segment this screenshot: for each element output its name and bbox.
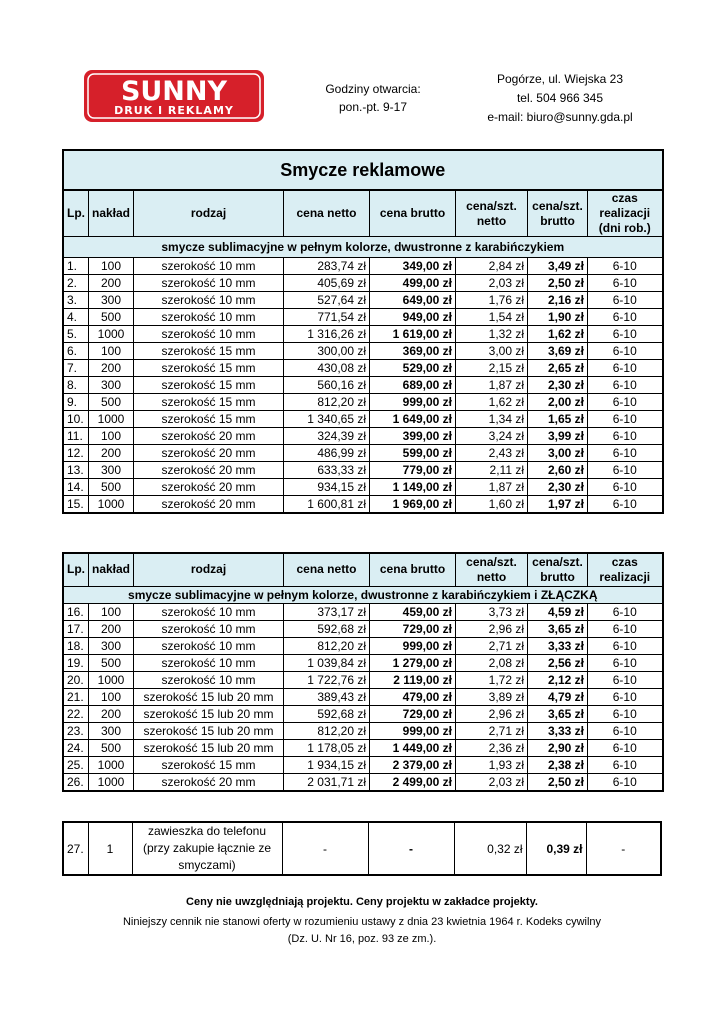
price-table-3 [62,821,662,876]
cell-lp: 1. [63,258,89,275]
cell-cena-brutto: 999,00 zł [370,722,456,739]
cell-naklad: 500 [89,309,134,326]
table-row [63,637,663,654]
cell-lp: 7. [63,360,89,377]
cell-czas: 6-10 [588,496,663,514]
cell-czas: 6-10 [588,739,663,756]
cell-rodzaj: szerokość 20 mm [134,462,284,479]
rodzaj-line: smyczami) [178,858,236,872]
table-row [63,479,663,496]
cell-rodzaj: szerokość 15 lub 20 mm [134,705,284,722]
cell-rodzaj: szerokość 15 mm [134,394,284,411]
cell-rodzaj: szerokość 20 mm [134,428,284,445]
cell-czas: 6-10 [588,773,663,791]
cell-szt-netto: 2,84 zł [456,258,528,275]
cell-cena-netto: 300,00 zł [284,343,370,360]
cell-naklad: 200 [89,620,134,637]
cell-szt-brutto: 2,60 zł [528,462,588,479]
cell-cena-brutto: 349,00 zł [370,258,456,275]
cell-naklad: 1000 [89,411,134,428]
logo-title: SUNNY [120,76,228,107]
cell-cena-netto: 1 039,84 zł [284,654,370,671]
cell-czas: 6-10 [588,428,663,445]
cell-szt-brutto: 2,12 zł [528,671,588,688]
cell-naklad: 100 [89,688,134,705]
cell-rodzaj: szerokość 15 mm [134,377,284,394]
cell-cena-brutto: 499,00 zł [370,275,456,292]
cell-naklad: 500 [89,739,134,756]
col-naklad: nakład [89,190,134,237]
cell-szt-netto: 1,32 zł [456,326,528,343]
cell-rodzaj: szerokość 10 mm [134,671,284,688]
cell-cena-brutto: 689,00 zł [370,377,456,394]
table-row [63,309,663,326]
cell-szt-brutto: 2,65 zł [528,360,588,377]
cell-rodzaj: szerokość 15 lub 20 mm [134,688,284,705]
cell-czas: 6-10 [588,462,663,479]
cell-szt-netto: 2,43 zł [456,445,528,462]
cell-rodzaj: szerokość 15 lub 20 mm [134,722,284,739]
cell-rodzaj: szerokość 20 mm [134,445,284,462]
rodzaj-line: zawieszka do telefonu [147,824,267,838]
cell-szt-netto: 1,93 zł [456,756,528,773]
cell-cena-netto: 1 316,26 zł [284,326,370,343]
col-cena-brutto: cena brutto [370,553,456,586]
table-row [63,722,663,739]
cell-naklad: 100 [89,603,134,620]
email: e-mail: biuro@sunny.gda.pl [487,110,633,124]
cell-rodzaj: szerokość 10 mm [134,620,284,637]
cell-lp: 26. [63,773,89,791]
cell-cena-netto: 283,74 zł [284,258,370,275]
cell-szt-brutto: 2,30 zł [528,479,588,496]
cell-cena-brutto: 729,00 zł [370,705,456,722]
table-body [63,603,663,791]
cell-naklad: 200 [89,705,134,722]
cell-szt-brutto: 2,50 zł [528,773,588,791]
cell-naklad: 500 [89,394,134,411]
cell-cena-brutto: 1 969,00 zł [370,496,456,514]
cell-cena-netto: 324,39 zł [284,428,370,445]
cell-lp: 23. [63,722,89,739]
cell-rodzaj: szerokość 15 mm [134,360,284,377]
section-title: smycze sublimacyjne w pełnym kolorze, dwustronne z karabińczykiem i ZŁĄCZKĄ [63,586,663,603]
col-czas: czas realizacji (dni rob.) [588,190,663,237]
cell-czas: 6-10 [588,343,663,360]
col-cena-brutto: cena brutto [370,190,456,237]
cell-cena-brutto: 599,00 zł [370,445,456,462]
col-rodzaj: rodzaj [134,553,284,586]
cell-czas: 6-10 [588,360,663,377]
table-header-row [63,553,663,586]
col-lp: Lp. [63,190,89,237]
cell-szt-netto: 2,11 zł [456,462,528,479]
cell-rodzaj: szerokość 10 mm [134,326,284,343]
table-row [63,671,663,688]
cell-lp: 18. [63,637,89,654]
cell-lp: 8. [63,377,89,394]
opening-hours [300,80,446,116]
cell-szt-brutto: 3,33 zł [528,722,588,739]
cell-cena-brutto: - [368,822,454,875]
cell-naklad: 500 [89,479,134,496]
table-row [63,756,663,773]
cell-lp: 19. [63,654,89,671]
cell-rodzaj: szerokość 10 mm [134,292,284,309]
table-row [63,360,663,377]
cell-czas: 6-10 [588,445,663,462]
cell-cena-netto: 934,15 zł [284,479,370,496]
cell-szt-netto: 2,96 zł [456,705,528,722]
cell-szt-netto: 3,24 zł [456,428,528,445]
table-row [63,603,663,620]
cell-czas: - [586,822,661,875]
cell-rodzaj: szerokość 15 mm [134,343,284,360]
cell-czas: 6-10 [588,603,663,620]
cell-szt-brutto: 1,62 zł [528,326,588,343]
cell-szt-netto: 2,15 zł [456,360,528,377]
table-row [63,428,663,445]
cell-lp: 14. [63,479,89,496]
cell-szt-brutto: 3,69 zł [528,343,588,360]
cell-cena-netto: 560,16 zł [284,377,370,394]
table-row [63,377,663,394]
cell-szt-brutto: 2,16 zł [528,292,588,309]
cell-cena-brutto: 779,00 zł [370,462,456,479]
cell-szt-brutto: 1,65 zł [528,411,588,428]
cell-naklad: 500 [89,654,134,671]
cell-czas: 6-10 [588,620,663,637]
cell-czas: 6-10 [588,637,663,654]
table-row [63,654,663,671]
cell-naklad: 1000 [89,496,134,514]
cell-rodzaj: szerokość 10 mm [134,637,284,654]
cell-naklad: 200 [89,360,134,377]
cell-cena-netto: 812,20 zł [284,722,370,739]
cell-naklad: 300 [89,637,134,654]
cell-cena-netto: 633,33 zł [284,462,370,479]
cell-szt-brutto: 3,65 zł [528,705,588,722]
cell-szt-brutto: 2,90 zł [528,739,588,756]
cell-szt-brutto: 3,33 zł [528,637,588,654]
col-szt-brutto: cena/szt. brutto [528,553,588,586]
legal-note-2: (Dz. U. Nr 16, poz. 93 ze zm.). [287,933,437,945]
table-row [63,411,663,428]
table-row [63,445,663,462]
cell-cena-brutto: 2 379,00 zł [370,756,456,773]
cell-czas: 6-10 [588,705,663,722]
price-table-2 [62,552,664,792]
cell-naklad: 1000 [89,326,134,343]
cell-cena-netto: 1 340,65 zł [284,411,370,428]
cell-czas: 6-10 [588,654,663,671]
cell-lp: 4. [63,309,89,326]
cell-szt-netto: 2,03 zł [456,275,528,292]
cell-cena-brutto: 369,00 zł [370,343,456,360]
cell-naklad: 100 [89,343,134,360]
cell-lp: 9. [63,394,89,411]
cell-cena-netto: 389,43 zł [284,688,370,705]
cell-naklad: 300 [89,722,134,739]
cell-szt-brutto: 2,50 zł [528,275,588,292]
cell-naklad: 1000 [89,756,134,773]
table-row [63,275,663,292]
table-header-row [63,190,663,237]
cell-cena-netto: 405,69 zł [284,275,370,292]
cell-szt-brutto: 0,39 zł [526,822,586,875]
cell-szt-brutto: 2,00 zł [528,394,588,411]
cell-naklad: 200 [89,445,134,462]
col-cena-netto: cena netto [284,190,370,237]
cell-naklad: 1000 [89,773,134,791]
cell-cena-brutto: 729,00 zł [370,620,456,637]
cell-czas: 6-10 [588,479,663,496]
cell-cena-brutto: 2 119,00 zł [370,671,456,688]
col-czas: czas realizacji [588,553,663,586]
hours-label: Godziny otwarcia: [325,82,421,96]
cell-naklad: 100 [89,258,134,275]
cell-szt-netto: 3,73 zł [456,603,528,620]
cell-cena-brutto: 999,00 zł [370,394,456,411]
section-title: smycze sublimacyjne w pełnym kolorze, dwustronne z karabińczykiem [63,237,663,258]
table-row [63,496,663,514]
cell-rodzaj: szerokość 20 mm [134,479,284,496]
cell-czas: 6-10 [588,756,663,773]
col-lp: Lp. [63,553,89,586]
table-row [63,705,663,722]
table-row [63,620,663,637]
table-row [63,292,663,309]
cell-cena-netto: 430,08 zł [284,360,370,377]
cell-lp: 13. [63,462,89,479]
cell-rodzaj: szerokość 20 mm [134,773,284,791]
cell-szt-netto: 1,54 zł [456,309,528,326]
sunny-logo [84,70,264,122]
cell-lp: 21. [63,688,89,705]
cell-lp: 16. [63,603,89,620]
cell-lp: 11. [63,428,89,445]
cell-rodzaj: szerokość 10 mm [134,275,284,292]
cell-szt-brutto: 2,38 zł [528,756,588,773]
cell-szt-netto: 2,03 zł [456,773,528,791]
phone: tel. 504 966 345 [516,91,604,105]
cell-naklad: 300 [89,377,134,394]
table-row [63,343,663,360]
cell-naklad: 300 [89,462,134,479]
cell-cena-brutto: 649,00 zł [370,292,456,309]
table-row [63,394,663,411]
cell-cena-brutto: 529,00 zł [370,360,456,377]
cell-szt-netto: 2,08 zł [456,654,528,671]
cell-szt-netto: 2,71 zł [456,637,528,654]
cell-szt-brutto: 3,99 zł [528,428,588,445]
cell-lp: 17. [63,620,89,637]
cell-rodzaj: szerokość 10 mm [134,309,284,326]
cell-szt-brutto: 2,56 zł [528,654,588,671]
cell-szt-brutto: 1,97 zł [528,496,588,514]
cell-naklad: 100 [89,428,134,445]
cell-lp: 27. [63,822,88,875]
table-row [63,773,663,791]
cell-cena-brutto: 2 499,00 zł [370,773,456,791]
cell-rodzaj: szerokość 15 mm [134,411,284,428]
cell-rodzaj: szerokość 15 mm [134,756,284,773]
col-szt-netto: cena/szt. netto [456,553,528,586]
legal-note-1: Niniejszy cennik nie stanowi oferty w rozumieniu ustawy z dnia 23 kwietnia 1964 r. Kodeks cywilny [122,916,602,928]
address: Pogórze, ul. Wiejska 23 [496,72,624,86]
col-cena-netto: cena netto [284,553,370,586]
cell-rodzaj: szerokość 15 lub 20 mm [134,739,284,756]
cell-szt-brutto: 4,59 zł [528,603,588,620]
cell-cena-netto: 373,17 zł [284,603,370,620]
cell-lp: 20. [63,671,89,688]
cell-szt-brutto: 3,00 zł [528,445,588,462]
cell-szt-brutto: 1,90 zł [528,309,588,326]
cell-lp: 22. [63,705,89,722]
cell-szt-netto: 1,76 zł [456,292,528,309]
cell-cena-netto: 486,99 zł [284,445,370,462]
cell-szt-netto: 2,96 zł [456,620,528,637]
cell-cena-netto: 1 934,15 zł [284,756,370,773]
cell-rodzaj: szerokość 10 mm [134,258,284,275]
cell-szt-netto: 1,72 zł [456,671,528,688]
cell-czas: 6-10 [588,258,663,275]
cell-rodzaj: szerokość 20 mm [134,496,284,514]
cell-czas: 6-10 [588,326,663,343]
cell-lp: 3. [63,292,89,309]
cell-czas: 6-10 [588,377,663,394]
cell-czas: 6-10 [588,722,663,739]
cell-lp: 25. [63,756,89,773]
cell-cena-netto: 1 178,05 zł [284,739,370,756]
cell-szt-netto: 3,00 zł [456,343,528,360]
cell-cena-netto: 1 722,76 zł [284,671,370,688]
cell-cena-brutto: 949,00 zł [370,309,456,326]
cell-cena-brutto: 1 149,00 zł [370,479,456,496]
cell-naklad: 1000 [89,671,134,688]
cell-naklad: 200 [89,275,134,292]
cell-czas: 6-10 [588,394,663,411]
cell-szt-netto: 3,89 zł [456,688,528,705]
rodzaj-line: (przy zakupie łącznie ze [142,841,272,855]
cell-cena-netto: 812,20 zł [284,394,370,411]
cell-cena-brutto: 1 449,00 zł [370,739,456,756]
cell-szt-netto: 0,32 zł [454,822,526,875]
cell-czas: 6-10 [588,411,663,428]
cell-szt-brutto: 3,49 zł [528,258,588,275]
table-body [63,258,663,514]
cell-cena-netto: 812,20 zł [284,637,370,654]
cell-lp: 15. [63,496,89,514]
cell-cena-brutto: 1 279,00 zł [370,654,456,671]
cell-czas: 6-10 [588,275,663,292]
hours-value: pon.-pt. 9-17 [338,100,408,114]
cell-szt-brutto: 4,79 zł [528,688,588,705]
cell-lp: 5. [63,326,89,343]
cell-cena-netto: 592,68 zł [284,705,370,722]
cell-cena-brutto: 479,00 zł [370,688,456,705]
col-naklad: nakład [89,553,134,586]
cell-lp: 2. [63,275,89,292]
table-row [63,688,663,705]
cell-cena-netto: 2 031,71 zł [284,773,370,791]
price-table-1 [62,149,664,514]
cell-szt-netto: 1,34 zł [456,411,528,428]
cell-szt-brutto: 2,30 zł [528,377,588,394]
cell-rodzaj [132,822,282,875]
cell-cena-netto: 771,54 zł [284,309,370,326]
logo-subtitle: DRUK I REKLAMY [114,104,234,117]
col-rodzaj: rodzaj [134,190,284,237]
cell-szt-netto: 2,71 zł [456,722,528,739]
cell-cena-brutto: 999,00 zł [370,637,456,654]
cell-cena-brutto: 1 619,00 zł [370,326,456,343]
cell-szt-brutto: 3,65 zł [528,620,588,637]
cell-lp: 24. [63,739,89,756]
cell-naklad: 1 [88,822,132,875]
cell-czas: 6-10 [588,292,663,309]
cell-lp: 12. [63,445,89,462]
cell-szt-netto: 1,62 zł [456,394,528,411]
contact-info [470,70,650,127]
table-title: Smycze reklamowe [63,150,663,190]
cell-lp: 6. [63,343,89,360]
cell-szt-netto: 1,60 zł [456,496,528,514]
cell-szt-netto: 1,87 zł [456,479,528,496]
col-szt-netto: cena/szt. netto [456,190,528,237]
cell-cena-brutto: 399,00 zł [370,428,456,445]
cell-rodzaj: szerokość 10 mm [134,654,284,671]
cell-naklad: 300 [89,292,134,309]
cell-cena-netto: 592,68 zł [284,620,370,637]
cell-cena-netto: 1 600,81 zł [284,496,370,514]
table-row [63,258,663,275]
cell-szt-netto: 2,36 zł [456,739,528,756]
cell-czas: 6-10 [588,671,663,688]
cell-cena-netto: 527,64 zł [284,292,370,309]
col-szt-brutto: cena/szt. brutto [528,190,588,237]
project-note: Ceny nie uwzględniają projektu. Ceny projektu w zakładce projekty. [186,896,538,908]
cell-cena-netto: - [282,822,368,875]
table-row [63,822,661,875]
table-row [63,326,663,343]
cell-czas: 6-10 [588,309,663,326]
cell-cena-brutto: 459,00 zł [370,603,456,620]
cell-czas: 6-10 [588,688,663,705]
cell-cena-brutto: 1 649,00 zł [370,411,456,428]
cell-szt-netto: 1,87 zł [456,377,528,394]
cell-lp: 10. [63,411,89,428]
cell-rodzaj: szerokość 10 mm [134,603,284,620]
table-row [63,739,663,756]
table-row [63,462,663,479]
